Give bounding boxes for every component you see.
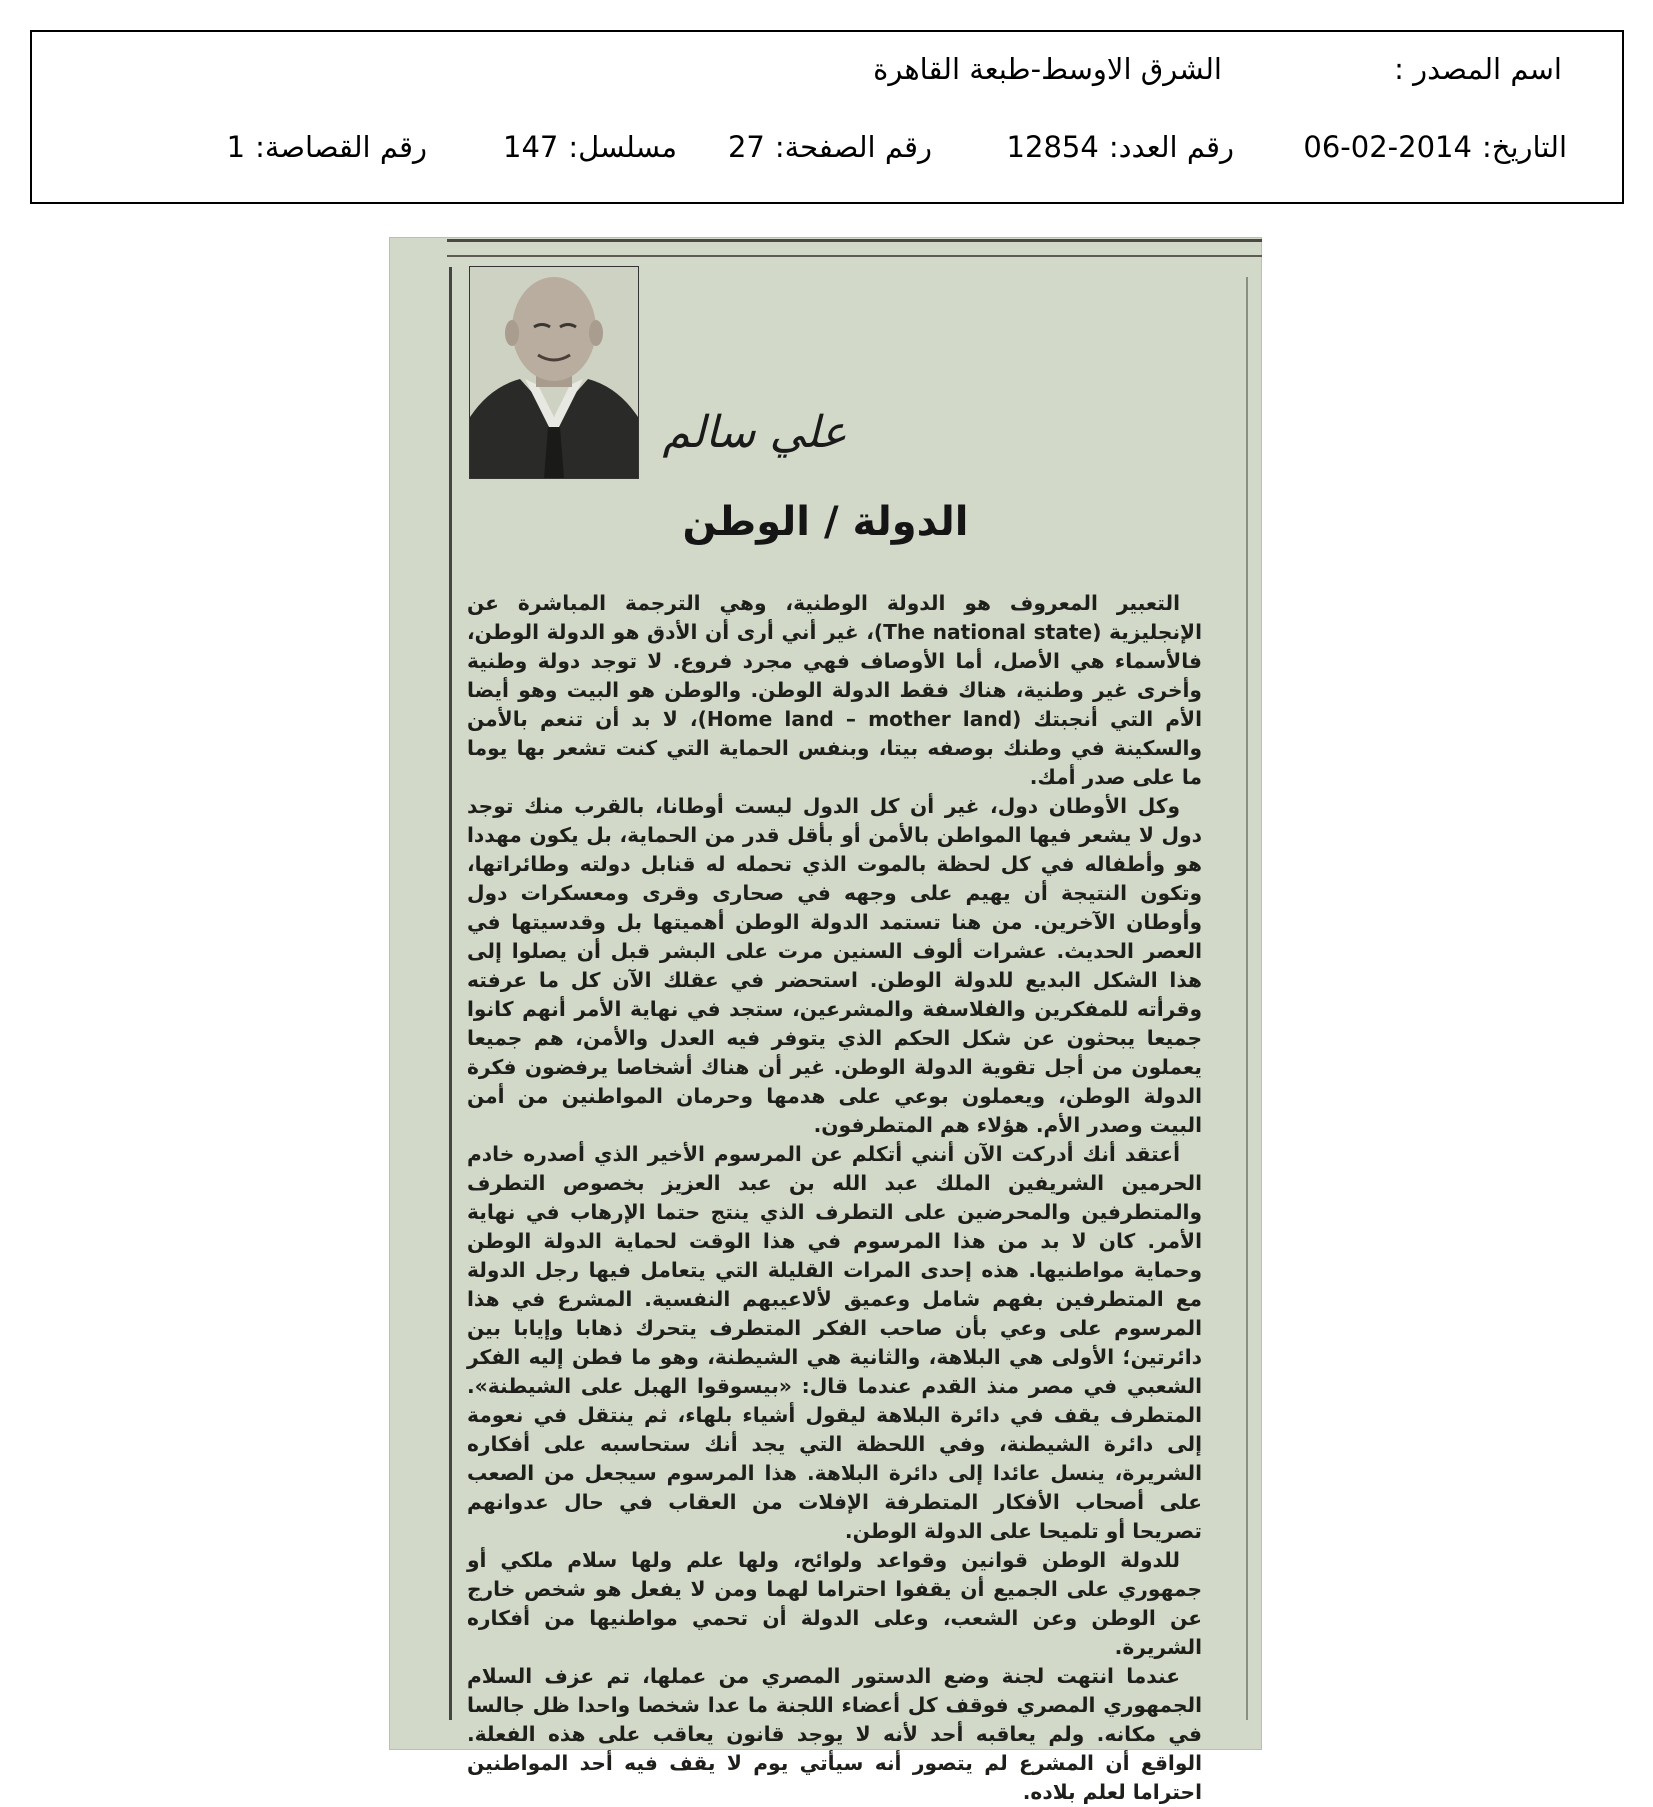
serial-label: مسلسل: [568, 130, 677, 164]
date-field [1303, 130, 1567, 164]
article-paragraph-4: للدولة الوطن قوانين وقواعد ولوائح، ولها علم ولها سلام ملكي أو جمهوري على الجميع أن يقفوا احتراما لهما ومن لا يفعل هو شخص خارج عن الوطن وعن الشعب، وعلى الدولة أن تحمي مواطنيها من أفكاره الشريرة. [467, 1548, 1202, 1659]
article-paragraph-2: وكل الأوطان دول، غير أن كل الدول ليست أوطانا، بالقرب منك توجد دول لا يشعر فيها المواطن بالأمن أو بأقل قدر من الحماية، بل يكون مهددا هو وأطفاله في كل لحظة بالموت الذي تحمله له قنابل دولته وطائراتها، وتكون النتيجة أن يهيم على وجهه في صحارى وقرى ومعسكرات دول وأوطان الآخرين. من هنا تستمد الدولة الوطن أهميتها بل وقدسيتها في العصر الحديث. عشرات ألوف السنين مرت على البشر قبل أن يصلوا إلى هذا الشكل البديع للدولة الوطن. استحضر في عقلك الآن كل ما عرفته وقرأته للمفكرين والفلاسفة والمشرعين، ستجد في نهاية الأمر أنهم كانوا جميعا يبحثون عن شكل الحكم الذي يتوفر فيه العدل والأمن، هم جميعا يعملون من أجل تقوية الدولة الوطن. غير أن هناك أشخاصا يرفضون فكرة الدولة الوطن، ويعملون بوعي على هدمها وحرمان المواطنين من أمن البيت وصدر الأم. هؤلاء هم المتطرفون. [467, 794, 1202, 1137]
column-left-rule [449, 267, 452, 1720]
source-value: الشرق الاوسط-طبعة القاهرة [873, 52, 1222, 86]
author-photo [469, 266, 639, 479]
page-field [728, 130, 932, 164]
article-paragraph-3: أعتقد أنك أدركت الآن أنني أتكلم عن المرسوم الأخير الذي أصدره خادم الحرمين الشريفين الملك عبد الله بن عبد العزيز بخصوص التطرف والمتطرفين والمحرضين على التطرف الذي ينتج حتما الإرهاب في نهاية الأمر. كان لا بد من هذا المرسوم في هذا الوقت لحماية الدولة الوطن وحماية مواطنيها. هذه إحدى المرات القليلة التي يتعامل فيها رجل الدولة مع المتطرفين بفهم شامل وعميق لألاعيبهم النفسية. المشرع في هذا المرسوم على وعي بأن صاحب الفكر المتطرف يتحرك ذهابا وإيابا بين دائرتين؛ الأولى هي البلاهة، والثانية هي الشيطنة، وهو ما فطن إليه الفكر الشعبي في مصر منذ القدم عندما قال: «بيسوقوا الهبل على الشيطنة». المتطرف يقف في دائرة البلاهة ليقول أشياء بلهاء، ثم ينتقل في نعومة إلى دائرة الشيطنة، وفي اللحظة التي يجد أنك ستحاسبه على أفكاره الشريرة، ينسل عائدا إلى دائرة البلاهة. هذا المرسوم سيجعل من الصعب على أصحاب الأفكار المتطرفة الإفلات من العقاب في حال عدوانهم تصريحا أو تلميحا على الدولة الوطن. [467, 1142, 1202, 1543]
top-rule-secondary [447, 255, 1262, 257]
clipping-metadata-box [30, 30, 1624, 204]
date-value: 2014-02-06 [1303, 130, 1472, 164]
article-body [467, 589, 1202, 1804]
page-label: رقم الصفحة: [774, 130, 932, 164]
issue-label: رقم العدد: [1108, 130, 1234, 164]
top-rule [447, 239, 1262, 242]
page-value: 27 [727, 130, 765, 164]
column-right-rule [1246, 277, 1248, 1720]
issue-field [1007, 130, 1234, 164]
clip-number-label: رقم القصاصة: [255, 130, 427, 164]
metadata-row-source [32, 52, 1622, 100]
article-headline: الدولة / الوطن [682, 499, 969, 545]
author-signature: علي سالم [662, 407, 847, 458]
metadata-row-details [32, 130, 1622, 178]
serial-field [503, 130, 677, 164]
newspaper-clipping [389, 237, 1262, 1804]
article-paragraph-5: عندما انتهت لجنة وضع الدستور المصري من عملها، تم عزف السلام الجمهوري المصري فوقف كل أعضاء اللجنة ما عدا شخصا واحدا ظل جالسا في مكانه. ولم يعاقبه أحد لأنه لا يوجد قانون يعاقب على هذه الفعلة. الواقع أن المشرع لم يتصور أنه سيأتي يوم لا يقف فيه أحد المواطنين احتراما لعلم بلاده. [467, 1664, 1202, 1804]
author-portrait-graphic [470, 267, 638, 478]
serial-value: 147 [503, 130, 559, 164]
source-label: اسم المصدر : [1394, 52, 1562, 86]
clip-number-value: 1 [226, 130, 246, 164]
article-paragraph-1: التعبير المعروف هو الدولة الوطنية، وهي الترجمة المباشرة عن الإنجليزية (The national state)، غير أني أرى أن الأدق هو الدولة الوطن، فالأسماء هي الأصل، أما الأوصاف فهي مجرد فروع. لا توجد دولة وطنية وأخرى غير وطنية، هناك فقط الدولة الوطن. والوطن هو البيت وهو أيضا الأم التي أنجبتك (Home land – mother land)، لا بد أن تنعم بالأمن والسكينة في وطنك بوصفه بيتا، وبنفس الحماية التي كنت تشعر بها يوما ما على صدر أمك. [467, 591, 1202, 789]
clip-number-field [227, 130, 427, 164]
date-label: التاريخ: [1481, 130, 1567, 164]
issue-value: 12854 [1006, 130, 1099, 164]
